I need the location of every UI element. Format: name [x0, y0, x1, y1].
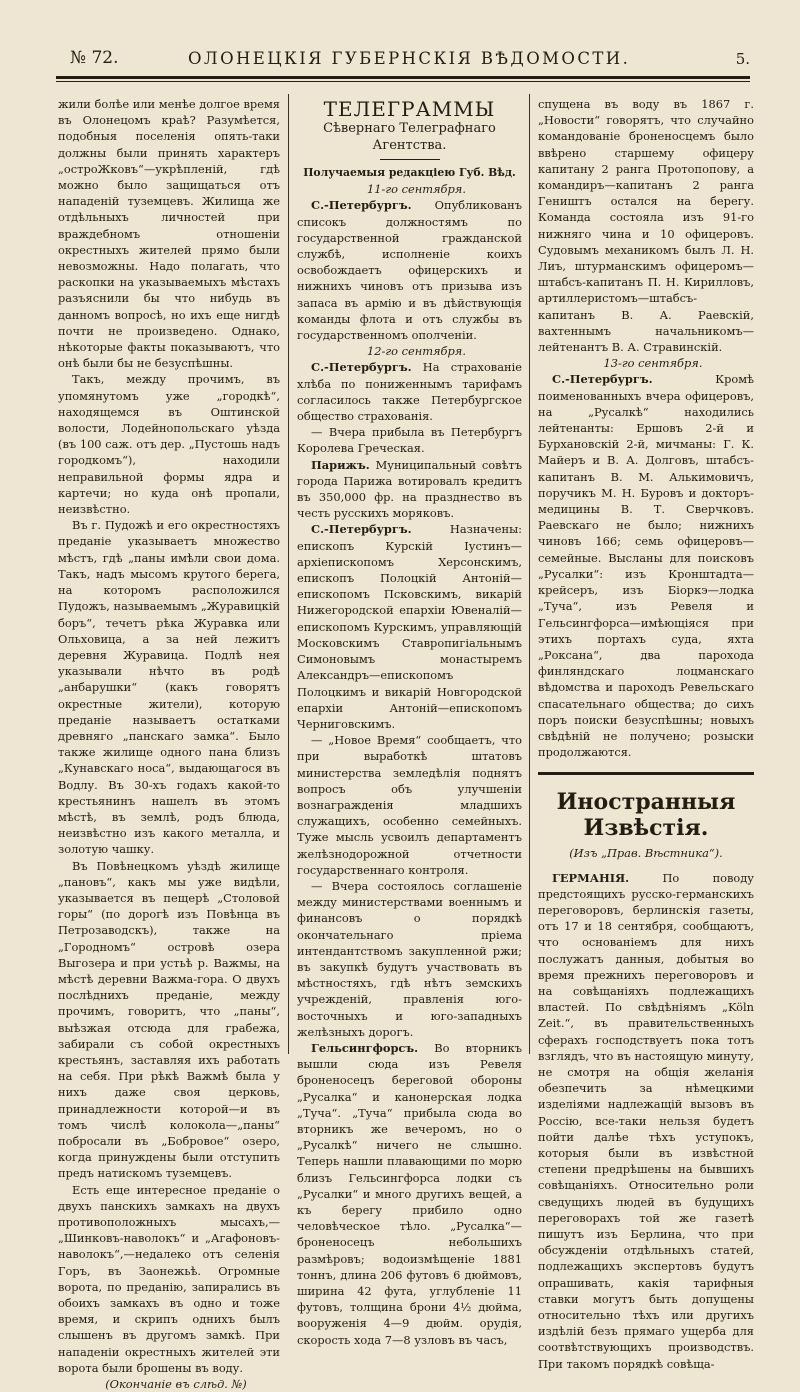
- news-text: Во вторникъ вышли сюда изъ Ревеля броненосецъ береговой обороны „Русалка“ и канонерская лодка „Туча“. „Туча“ прибыла сюда во вторникъ же вечеромъ, но о „Русалкѣ“ ничего не слышно. Теперь нашли плавающими по морю близъ Гельсингфорса лодки съ „Русалки“ и много другихъ вещей, а къ берегу прибило одно человѣческое тѣло. „Русалка“—броненосецъ небольшихъ размѣровъ; водоизмѣщеніе 1881 тоннъ, длина 206 футовъ 6 дюймовъ, ширина 42 фута, углубленіе 11 футовъ, толщина брони 4½ дюйма, вооруженія 4—9 дюйм. орудія, скорость хода 7—8 узловъ въ часъ,: [297, 1040, 522, 1347]
- column-divider: [529, 94, 530, 1054]
- news-text: Муниципальный совѣтъ города Парижа вотировалъ кредитъ въ 350,000 фр. на празднество въ честь русскихъ моряковъ.: [297, 457, 522, 521]
- news-item: [297, 197, 522, 343]
- foreign-news-heading: Иностранныя Извѣстія.: [556, 789, 736, 842]
- dateline-place: С.-Петербургъ.: [311, 198, 412, 213]
- telegrams-subheading: Сѣвернаго Телеграфнаго Агентства.: [323, 121, 496, 153]
- dateline-place: С.-Петербургъ.: [552, 372, 653, 387]
- dateline-place: ГЕРМАНІЯ.: [552, 870, 630, 885]
- paragraph: жили болѣе или менѣе долгое время въ Олонецомъ краѣ? Разумѣется, подобныя поселенія опять-таки должны были принять характеръ „остроЖковъ“—укрѣпленій, гдѣ можно было защищаться отъ нападеній туземцевъ. Жилища же отдѣльныхъ личностей при враждебномъ отношеніи окрестныхъ жителей прямо были невозможны. Надо полагать, что раскопки на указываемыхъ мѣстахъ разъяснили бы что нибудь въ данномъ вопросѣ, но ихъ еще нигдѣ почти не произведено. Однако, нѣкоторые факты показываютъ, что онѣ были бы не безуспѣшны.: [58, 97, 280, 371]
- page-number: 5.: [735, 50, 750, 68]
- column-divider: [288, 94, 289, 1054]
- news-item: [297, 521, 522, 732]
- news-item: спущена въ воду въ 1867 г. „Новости“ говорятъ, что случайно командованіе броненосцемъ было ввѣрено старшему офицеру капитану 2 ранга Протопопову, а командиръ—капитанъ 2 ранга Геништъ остался на берегу. Команда состояла изъ 91-го нижняго чина и 10 офицеровъ. Судовымъ механикомъ былъ Л. Н. Лиъ, штурманскимъ офицеромъ—штабсъ-капитанъ П. Н. Кирилловъ, артиллеристомъ—штабсъ-капитанъ В. А. Раевскій, вахтеннымъ начальникомъ—лейтенантъ В. А. Стравинскій.: [538, 97, 754, 355]
- masthead-rule-thin: [56, 81, 750, 82]
- news-text: Назначены: епископъ Курскій Іустинъ—архіепископомъ Херсонскимъ, епископъ Полоцкій Антоній—епископомъ Псковскимъ, викарій Нижегородской епархіи Ювеналій—епископомъ Курскимъ, управляющій Московскимъ Ставропигіальнымъ Симоновымъ монастыремъ Александръ—епископомъ Полоцкимъ и викарій Новгородской епархіи Антоній—епископомъ Черниговскимъ.: [297, 522, 522, 731]
- date-line: 11-го сентября.: [367, 182, 466, 197]
- news-text: Кромѣ поименованныхъ вчера офицеровъ, на „Русалкѣ“ находились лейтенанты: Ершовъ 2-й и Бурхановскій 2-й, мичманы: Г. К. Майеръ и В. А. Долговъ, штабсъ-капитанъ В. М. Алькимовичъ, поручикъ М. Н. Буровъ и докторъ-медицины В. Т. Сверчковъ. Раевскаго не было; нижнихъ чиновъ 166; семь офицеровъ—семейные. Высланы для поисковъ „Русалки“: изъ Кронштадта—крейсеръ, изъ Біоркэ—лодка „Туча“, изъ Ревеля и Гельсингфорса—имѣющіяся при этихъ портахъ суда, яхта „Роксана“, два парохода финляндскаго лоцманскаго вѣдомства и пароходъ Ревельскаго спасательнаго общества; до сихъ поръ поиски безуспѣшны; новыхъ свѣдѣній не получено; розыски продолжаются.: [538, 372, 754, 760]
- news-item: [297, 359, 522, 424]
- paragraph: Есть еще интересное преданіе о двухъ панскихъ замкахъ на двухъ противоположныхъ мысахъ,—„Шинковъ-наволокъ“ и „Агафоновъ-наволокъ“,—недалеко отъ селенія Горъ, въ Заонежьѣ. Огромные ворота, по преданію, запирались въ обоихъ замкахъ въ одно и тоже время, и скрипъ однихъ былъ слышенъ въ другомъ замкѣ. При нападеніи окрестныхъ жителей эти ворота были брошены въ воду.: [58, 1182, 280, 1375]
- date-line: 12-го сентября.: [367, 344, 466, 359]
- dateline-place: С.-Петербургъ.: [311, 360, 412, 375]
- column-2: [297, 96, 522, 1348]
- news-text: На страхованіе хлѣба по пониженнымъ тарифамъ согласилось также Петербургское общество страхованія.: [297, 360, 522, 424]
- paragraph: Въ г. Пудожѣ и его окрестностяхъ преданіе указываетъ множество мѣстъ, гдѣ „паны имѣли свои дома. Такъ, надъ мысомъ крутого берега, на которомъ расположился Пудожъ, называемымъ „Журавицкій боръ“, течетъ рѣка Журавка или Ольховица, а за ней лежитъ деревня Журавица. Подлѣ нея указывали нѣчто въ родѣ „анбарушки“ (какъ говорятъ окрестные жители), которую преданіе называетъ остатками древняго „панскаго замка“. Было также жилище одного пана близъ „Кунавскаго носа“, выдающагося въ Водлу. Въ 30-хъ годахъ какой-то крестьянинъ нашелъ въ этомъ мѣстѣ, въ землѣ, родъ блюда, неизвѣстно изъ какого металла, и золотую чашку.: [58, 518, 280, 857]
- date-line: 13-го сентября.: [603, 356, 703, 371]
- column-1: [58, 96, 280, 1392]
- divider: [380, 159, 440, 160]
- newspaper-title: ОЛОНЕЦКІЯ ГУБЕРНСКІЯ ВѢДОМОСТИ.: [188, 49, 631, 68]
- dateline-place: С.-Петербургъ.: [311, 522, 412, 537]
- section-divider: [538, 772, 754, 775]
- source-note: (Изъ „Прав. Вѣстника“).: [569, 846, 723, 861]
- news-item: — „Новое Время“ сообщаетъ, что при выработкѣ штатовъ министерства земледѣлія поднятъ вопросъ объ улучшеніи вознагражденія младшихъ служащихъ, особенно семейныхъ. Тужe мысль усвоилъ департаментъ желѣзнодорожной отчетности государственнаго контроля.: [297, 733, 522, 877]
- news-text: По поводу предстоящихъ русско-германскихъ переговоровъ, берлинскія газеты, отъ 17 и 18 сентября, сообщаютъ, что основаніемъ для нихъ послужатъ данныя, добытыя во время прежнихъ переговоровъ и на совѣщаніяхъ подлежащихъ властей. По свѣдѣніямъ „Köln Zeit.“, въ правительственныхъ сферахъ господствуетъ пока тотъ взглядъ, что въ настоящую минуту, не смотря на общія желанія обезпечить за нѣмецкими изделіями надлежащій вызовъ въ Россію, все-таки нельзя будетъ пойти далѣе тѣхъ уступокъ, которыя были въ извѣстной степени предрѣшены на бывшихъ совѣщаніяхъ. Относительно роли сведущихъ людей въ будущихъ переговорахъ той же газетѣ пишутъ изъ Берлина, что при обсужденіи отдѣльныхъ статей, подлежащихъ экспертовъ будутъ опрашивать, какія тарифныя ставки могутъ быть допущены относительно тѣхъ или другихъ издѣлій безъ прямаго ущерба для соотвѣтствующихъ производствъ. При такомъ порядкѣ совѣща-: [538, 870, 754, 1371]
- continuation-note: (Окончаніе въ слѣд. №): [105, 1377, 247, 1392]
- paragraph: Такъ, между прочимъ, въ упомянутомъ уже „городкѣ“, находящемся въ Оштинской волости, Лодейнопольскаго уѣзда (въ 100 саж. отъ дер. „Пустошь надъ городкомъ“), находили неправильной формы ядра и картечи; но куда онѣ пропали, неизвѣстно.: [58, 372, 280, 517]
- column-3: [538, 96, 754, 1372]
- issue-number: № 72.: [70, 48, 119, 68]
- news-item: — Вчера состоялось соглашеніе между министерствами военнымъ и финансовъ о порядкѣ окончательнаго пріема интендантствомъ закупленной ржи; въ закупкѣ будутъ участвовать въ мѣстностяхъ, гдѣ нѣтъ земскихъ учрежденій, правленія юго-восточныхъ и юго-западныхъ желѣзныхъ дорогъ.: [297, 878, 522, 1039]
- masthead-rule: [56, 76, 750, 79]
- news-item: [538, 870, 754, 1372]
- masthead: [70, 48, 750, 72]
- dateline-place: Гельсингфорсъ.: [311, 1040, 419, 1055]
- news-item: [538, 371, 754, 760]
- news-text: Опубликованъ списокъ должностямъ по государственной гражданской службѣ, исполненіе коихъ освобождаетъ офицерскихъ и нижнихъ чиновъ отъ призыва изъ запаса въ армію и въ дѣйствующія команды флота и отъ службы въ государственномъ ополченіи.: [297, 198, 522, 343]
- telegrams-heading: ТЕЛЕГРАММЫ: [323, 97, 496, 121]
- news-item: — Вчера прибыла въ Петербургъ Королева Греческая.: [297, 425, 522, 456]
- paragraph: Въ Повѣнецкомъ уѣздѣ жилище „пановъ“, какъ мы уже видѣли, указывается въ пещерѣ „Столовой горы“ (по дорогѣ изъ Повѣнца въ Петрозаводскъ), также на „Городномъ“ островѣ озера Выгозера и при устьѣ р. Важмы, на мѣстѣ деревни Важма-гора. О двухъ послѣднихъ преданіе, между прочимъ, говоритъ, что „паны“, выѣзжая отсюда для грабежа, забирали съ собой окрестныхъ крестьянъ, заставляя ихъ работать на себя. При рѣкѣ Важмѣ была у нихъ даже своя церковь, принадлежности которой—и въ томъ числѣ колокола—„паны“ побросали въ „Бобровое“ озеро, когда принуждены были отступить предъ натискомъ туземцевъ.: [58, 858, 280, 1181]
- news-item: [297, 1040, 522, 1348]
- dateline-place: Парижъ.: [311, 457, 370, 472]
- received-note: Получаемыя редакціею Губ. Вѣд.: [303, 166, 516, 179]
- news-item: [297, 457, 522, 522]
